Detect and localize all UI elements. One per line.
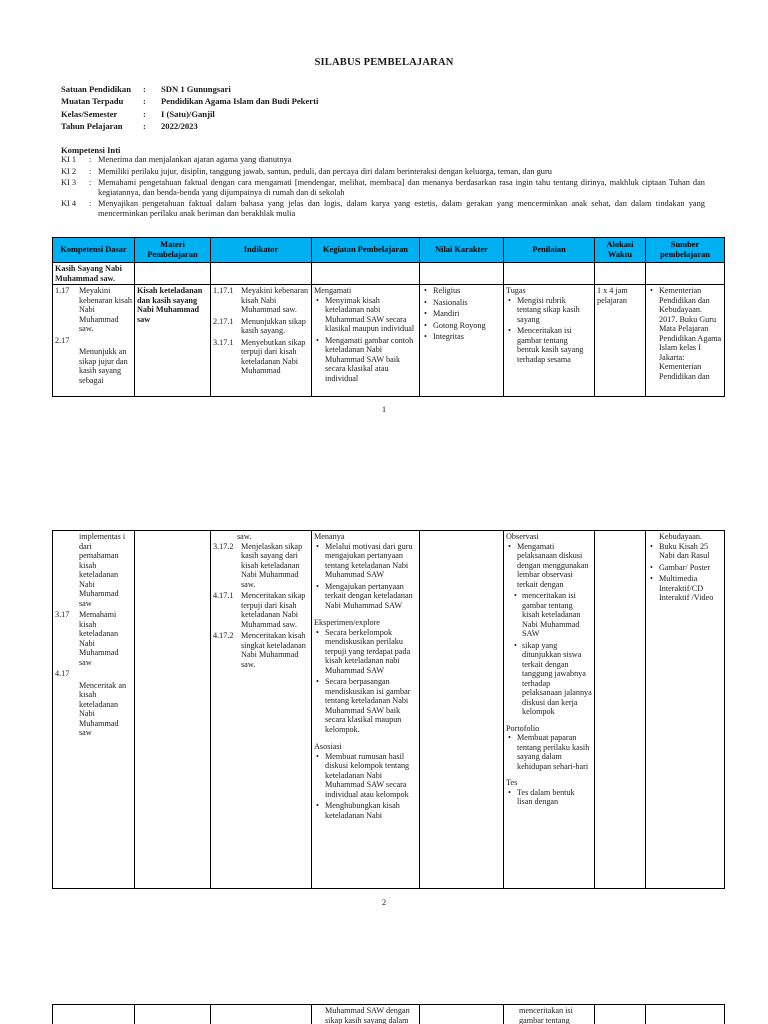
identity-row bbox=[61, 109, 461, 121]
kd-item-text bbox=[79, 336, 132, 346]
column-header: Nilai Karakter bbox=[420, 238, 504, 263]
observasi-sub-item: • sikap yang ditunjukkan siswa terkait dengan tanggung jawabnya terhadap pelaksanaan jalannya diskusi dan kerja kelompok bbox=[512, 641, 592, 717]
page-title: SILABUS PEMBELAJARAN bbox=[314, 57, 454, 68]
sumber-cell: Kebudayaan. • Buku Kisah 25 Nabi dan Rasul • Gambar/ Poster • Multimedia Interaktif/CD Interaktif /Video bbox=[646, 531, 725, 889]
sumber-item: • Gambar/ Poster bbox=[648, 563, 722, 573]
penilaian-item: • Menceritakan isi gambar tentang bentuk kasih sayang terhadap sesama bbox=[506, 326, 592, 364]
ki-row bbox=[61, 167, 705, 177]
nilai-cell bbox=[420, 285, 504, 397]
nilai-item: • Nasionalis bbox=[422, 298, 501, 308]
ki-code: KI 2 bbox=[61, 166, 77, 176]
column-header: Penilaian bbox=[504, 238, 595, 263]
ki-row bbox=[61, 199, 705, 219]
kd-item bbox=[55, 669, 132, 679]
kegiatan-item: • Mengajukan pertanyaan terkait dengan keteladanan Nabi Muhammad SAW bbox=[314, 582, 417, 611]
indikator-cell bbox=[211, 285, 312, 397]
ki-row bbox=[61, 178, 705, 198]
kd-item-text: Menunjukk an sikap jujur dan kasih sayang sebagai bbox=[79, 347, 128, 385]
observasi-sub-item: • menceritakan isi gambar tentang kisah keteladanan Nabi Muhammad SAW bbox=[512, 591, 592, 639]
kd-item-text: Memahami kisah keteladanan Nabi Muhammad saw bbox=[79, 610, 119, 667]
identity-label: Tahun Pelajaran bbox=[61, 120, 123, 131]
kegiatan-list bbox=[314, 628, 417, 735]
identity-label: Muatan Terpadu bbox=[61, 96, 124, 107]
kd-cell bbox=[53, 531, 135, 889]
kegiatan-heading: Menanya bbox=[314, 532, 345, 541]
indikator-item-text: Menjelaskan sikap kasih sayang dari kisah keteladanan Nabi Muhammad saw. bbox=[241, 541, 303, 589]
materi-cell bbox=[135, 531, 211, 889]
identity-label: Kelas/Semester bbox=[61, 108, 118, 119]
indikator-item bbox=[213, 631, 309, 669]
penilaian-cell bbox=[504, 285, 595, 397]
identity-block bbox=[61, 84, 461, 133]
kegiatan-item: • Menghubungkan kisah keteladanan Nabi bbox=[314, 801, 417, 820]
kegiatan-list bbox=[314, 752, 417, 821]
indikator-item-text: Menceritakan sikap terpuji dari kisah keteladanan Nabi Muhammad saw. bbox=[241, 591, 306, 629]
indikator-item-number: 4.17.2 bbox=[213, 631, 234, 641]
identity-row bbox=[61, 96, 461, 108]
column-header: Indikator bbox=[211, 238, 312, 263]
portofolio-item: • Membuat paparan tentang perilaku kasih sayang dalam kehidupan sehari-hari bbox=[506, 733, 592, 771]
kd-item bbox=[55, 610, 132, 667]
kd-item-number bbox=[55, 681, 79, 738]
indikator-item-number: 3.17.2 bbox=[213, 541, 234, 551]
kd-item-number bbox=[55, 347, 79, 385]
ki-row bbox=[61, 155, 705, 165]
indikator-item bbox=[213, 286, 309, 315]
kegiatan-item: • Secara berkelompok mendiskusikan perilaku terpuji yang terdapat pada kisah keteladanan nabi Muhammad SAW bbox=[314, 628, 417, 676]
kd-item bbox=[55, 336, 132, 346]
kd-cell bbox=[53, 285, 135, 397]
identity-value: SDN 1 Gunungsari bbox=[161, 84, 231, 94]
syllabus-table-page-1 bbox=[52, 237, 725, 397]
colon: : bbox=[143, 84, 146, 94]
kegiatan-heading: Mengamati bbox=[314, 286, 352, 296]
indikator-item bbox=[213, 338, 309, 376]
indikator-item-number: 2.17.1 bbox=[213, 316, 234, 326]
kd-item-number: 2.17 bbox=[55, 335, 70, 345]
ki-title: Kompetensi Inti bbox=[61, 145, 121, 155]
ki-text: Memiliki perilaku jujur, disiplin, tanggung jawab, santun, peduli, dan percaya diri dalam berinteraksi dengan keluarga, teman, dan guru bbox=[98, 166, 552, 176]
column-header: Sumber pembelajaran bbox=[646, 238, 725, 263]
indikator-item bbox=[213, 542, 309, 590]
nilai-item: • Mandiri bbox=[422, 309, 501, 319]
syllabus-table-page-2 bbox=[52, 530, 725, 889]
nilai-cell bbox=[420, 531, 504, 889]
identity-value: I (Satu)/Ganjil bbox=[161, 108, 215, 119]
kd-item bbox=[55, 532, 132, 608]
kegiatan-heading: Asosiasi bbox=[314, 742, 342, 752]
page-number: 2 bbox=[381, 897, 387, 907]
observasi-item: • Mengamati pelaksanaan diskusi dengan menggunakan lembar observasi terkait dengan bbox=[506, 542, 592, 590]
kegiatan-item: • Secara berpasangan mendiskusikan isi gambar tentang keteladanan Nabi Muhammad SAW baik secara klasikal maupun kelompok. bbox=[314, 677, 417, 734]
kd-item-text bbox=[79, 669, 132, 679]
tes-heading: Tes bbox=[506, 778, 518, 788]
colon: : bbox=[143, 96, 146, 107]
indikator-item-text: Menyebutkan sikap terpuji dari kisah keteladanan Nabi Muhammad bbox=[241, 337, 306, 376]
nilai-item: • Gotong Royong bbox=[422, 321, 501, 331]
kegiatan-item: • Membuat rumusan hasil diskusi kelompok tentang keteladanan Nabi Muhammad SAW secara individual atau kelompok bbox=[314, 752, 417, 800]
penilaian-item: • Mengisi rubrik tentang sikap kasih sayang bbox=[506, 296, 592, 325]
indikator-item-text: Menunjukkan sikap kasih sayang. bbox=[241, 316, 306, 336]
portofolio-heading: Portofolio bbox=[506, 723, 540, 733]
kd-item-text: Menceritak an kisah keteladanan Nabi Muhammad saw bbox=[79, 680, 127, 738]
ki-text: Menerima dan menjalankan ajaran agama yang dianutnya bbox=[98, 155, 292, 164]
penilaian-heading: Tugas bbox=[506, 286, 526, 296]
indikator-item bbox=[213, 317, 309, 336]
identity-row bbox=[61, 84, 461, 96]
kd-item-number bbox=[55, 532, 79, 608]
ki-code: KI 3 bbox=[61, 178, 77, 187]
colon: : bbox=[143, 120, 146, 131]
identity-value: 2022/2023 bbox=[161, 120, 198, 131]
sumber-cell bbox=[646, 285, 725, 397]
identity-value: Pendidikan Agama Islam dan Budi Pekerti bbox=[161, 96, 319, 107]
kegiatan-item: • Mengamati gambar contoh keteladanan Nabi Muhammad SAW baik secara klasikal atau individual bbox=[314, 336, 417, 384]
kd-item-number: 4.17 bbox=[55, 669, 70, 679]
kegiatan-item: • Menyimak kisah keteladanan nabi Muhammad SAW secara klasikal maupun individual bbox=[314, 296, 417, 334]
nilai-item: • Integritas bbox=[422, 332, 501, 342]
syllabus-table-page-3 bbox=[52, 1004, 725, 1024]
colon: : bbox=[89, 155, 92, 164]
identity-row bbox=[61, 121, 461, 133]
indikator-item-number: 3.17.1 bbox=[213, 337, 234, 347]
kegiatan-cell bbox=[312, 531, 420, 889]
kd-item bbox=[55, 681, 132, 738]
kd-item-text: implementas i dari pemahaman kisah keteladanan Nabi Muhammad saw bbox=[79, 532, 126, 608]
penilaian-cell: menceritakan isi gambar tentang bbox=[504, 1005, 595, 1024]
sumber-item: • Multimedia Interaktif/CD Interaktif /Video bbox=[648, 574, 722, 603]
ki-code: KI 4 bbox=[61, 199, 77, 209]
colon: : bbox=[143, 108, 146, 119]
kegiatan-list bbox=[314, 542, 417, 611]
tes-item: • Tes dalam bentuk lisan dengan bbox=[506, 788, 592, 807]
section-title: Kasih Sayang Nabi Muhammad saw. bbox=[53, 263, 135, 285]
page-number: 1 bbox=[381, 404, 387, 414]
sumber-item: • Buku Kisah 25 Nabi dan Rasul bbox=[648, 542, 722, 561]
indikator-item-text: Menceritakan kisah singkat keteladanan Nabi Muhammad saw. bbox=[241, 631, 306, 669]
kd-item bbox=[55, 286, 132, 334]
kd-item-number: 1.17 bbox=[55, 286, 70, 296]
column-header: Materi Pembelajaran bbox=[135, 238, 211, 263]
materi-cell: Kisah keteladanan dan kasih sayang Nabi Muhammad saw bbox=[135, 285, 211, 397]
indikator-item bbox=[213, 591, 309, 629]
colon: : bbox=[89, 178, 92, 187]
indikator-item-number: 4.17.1 bbox=[213, 591, 234, 601]
identity-label: Satuan Pendidikan bbox=[61, 84, 131, 94]
column-header: Kegiatan Pembelajaran bbox=[312, 238, 420, 263]
alokasi-cell: 1 x 4 jam pelajaran bbox=[595, 285, 646, 397]
indikator-item-text: Meyakini kebenaran kisah Nabi Muhammad saw. bbox=[241, 286, 309, 315]
ki-list bbox=[61, 155, 705, 221]
colon: : bbox=[89, 166, 92, 176]
kd-item bbox=[55, 347, 132, 385]
kegiatan-item: • Melalui motivasi dari guru mengajukan pertanyaan tentang keteladanan Nabi Muhammad SAW bbox=[314, 542, 417, 580]
kegiatan-cell: Muhammad SAW dengan sikap kasih sayang dalam bbox=[312, 1005, 420, 1024]
alokasi-cell bbox=[595, 531, 646, 889]
ki-code: KI 1 bbox=[61, 155, 77, 164]
penilaian-cell bbox=[504, 531, 595, 889]
kegiatan-heading: Eksperimen/explore bbox=[314, 618, 380, 628]
indikator-cell: saw. 3.17.2 Menjelaskan sikap kasih sayang dari kisah keteladanan Nabi Muhammad saw. 4.17.1 Menceritakan sikap terpuji dari kisah keteladanan Nabi Muhammad saw. 4.17.2 Menceritakan kisah singkat keteladanan Nabi Muhammad saw. bbox=[211, 531, 312, 889]
indikator-item-number: 1.17.1 bbox=[213, 286, 234, 296]
kegiatan-cell bbox=[312, 285, 420, 397]
column-header: Kompetensi Dasar bbox=[53, 238, 135, 263]
observasi-heading: Observasi bbox=[506, 532, 539, 541]
kd-item-text: Meyakini kebenaran kisah Nabi Muhammad saw. bbox=[79, 286, 132, 334]
ki-text: Menyajikan pengetahuan faktual dalam bahasa yang jelas dan logis, dalam karya yang estetis, dalam gerakan yang mencerminkan anak sehat, dan dalam tindakan yang mencerminkan perilaku anak beriman dan berakhlak mulia bbox=[98, 199, 705, 219]
ki-text: Memahami pengetahuan faktual dengan cara mengamati [mendengar, melihat, membaca] dan menanya berdasarkan rasa ingin tahu tentang dirinya, makhluk ciptaan Tuhan dan kegiatannya, dan benda-benda yang dijumpainya di rumah dan di sekolah bbox=[98, 178, 705, 197]
colon: : bbox=[89, 199, 92, 209]
kd-item-number: 3.17 bbox=[55, 610, 70, 620]
nilai-item: • Religius bbox=[422, 286, 501, 296]
sumber-item: • Kementerian Pendidikan dan Kebudayaan. 2017. Buku Guru Mata Pelajaran Pendidikan Agama Islam kelas I Jakarta: Kementerian Pendidikan dan bbox=[648, 286, 722, 381]
column-header: Alokasi Waktu bbox=[595, 238, 646, 263]
